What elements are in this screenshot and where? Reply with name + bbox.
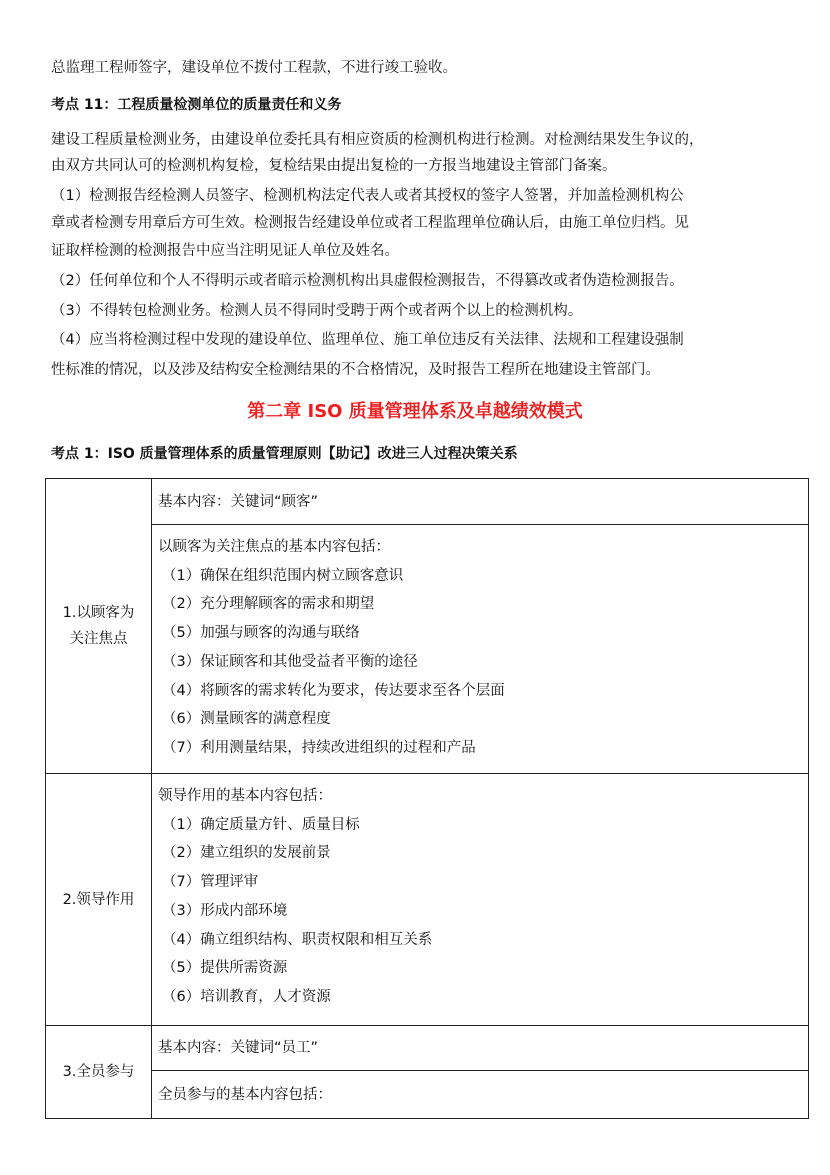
text-line: 建设工程质量检测业务，由建设单位委托具有相应资质的检测机构进行检测。对检测结果发生争议的， — [51, 132, 704, 148]
row3-intro: 全员参与的基本内容包括： — [158, 1086, 332, 1103]
list-item: （7）管理评审 — [162, 874, 259, 891]
row1-content-cell — [152, 525, 809, 774]
text-line: 总监理工程师签字，建设单位不拨付工程款，不进行竣工验收。 — [51, 60, 457, 76]
list-item: （5）加强与顾客的沟通与联络 — [162, 625, 360, 642]
list-item: （7）利用测量结果，持续改进组织的过程和产品 — [162, 739, 476, 756]
list-item: （1）确定质量方针、质量目标 — [162, 816, 360, 833]
list-item: （6）培训教育，人才资源 — [162, 988, 331, 1005]
row1-intro: 以顾客为关注焦点的基本内容包括： — [158, 539, 390, 555]
list-item: （5）提供所需资源 — [162, 960, 288, 977]
text-line: 由双方共同认可的检测机构复检，复检结果由提出复检的一方报当地建设主管部门备案。 — [51, 158, 617, 174]
list-item: （2）建立组织的发展前景 — [162, 845, 331, 862]
text-line: （3）不得转包检测业务。检测人员不得同时受聘于两个或者两个以上的检测机构。 — [51, 303, 583, 319]
row2-label: 2.领导作用 — [62, 891, 135, 908]
list-item: （3）形成内部环境 — [162, 902, 288, 919]
text-line: 性标准的情况，以及涉及结构安全检测结果的不合格情况，及时报告工程所在地建设主管部门。 — [51, 362, 660, 378]
row1-basic-cell — [152, 479, 809, 525]
text-line: （2）任何单位和个人不得明示或者暗示检测机构出具虚假检测报告，不得篡改或者伪造检测报告。 — [51, 273, 684, 289]
text-line: （4）应当将检测过程中发现的建设单位、监理单位、施工单位违反有关法律、法规和工程建设强制 — [51, 332, 684, 348]
principles-table — [45, 478, 809, 1119]
list-item: （2）充分理解顾客的需求和期望 — [162, 596, 375, 613]
row3-basic-text: 基本内容：关键词“员工” — [158, 1040, 319, 1056]
row3-label-cell — [46, 1026, 152, 1119]
row3-content-cell — [152, 1071, 809, 1119]
row1-label-b: 关注焦点 — [69, 631, 128, 647]
row3-basic-cell — [152, 1026, 809, 1071]
list-item: （6）测量顾客的满意程度 — [162, 711, 331, 728]
section-heading-11: 考点 11：工程质量检测单位的质量责任和义务 — [51, 97, 342, 113]
list-item: （4）将顾客的需求转化为要求，传达要求至各个层面 — [162, 682, 505, 699]
row2-label-cell — [46, 774, 152, 1026]
row1-label-a: 1.以顾客为 — [62, 605, 135, 621]
list-item: （1）确保在组织范围内树立顾客意识 — [162, 567, 404, 584]
list-item: （4）确立组织结构、职责权限和相互关系 — [162, 931, 433, 948]
section-heading-1: 考点 1：ISO 质量管理体系的质量管理原则【助记】改进三人过程决策关系 — [51, 446, 518, 462]
list-item: （3）保证顾客和其他受益者平衡的途径 — [162, 653, 418, 670]
chapter-title: 第二章 ISO 质量管理体系及卓越绩效模式 — [247, 401, 583, 422]
text-line: （1）检测报告经检测人员签字、检测机构法定代表人或者其授权的签字人签署，并加盖检测机构公 — [51, 188, 684, 204]
row2-content-cell — [152, 774, 809, 1026]
row1-label-cell — [46, 479, 152, 774]
text-line: 章或者检测专用章后方可生效。检测报告经建设单位或者工程监理单位确认后，由施工单位归档。见 — [51, 215, 689, 231]
row2-intro: 领导作用的基本内容包括： — [158, 788, 332, 804]
row3-label: 3.全员参与 — [62, 1064, 135, 1080]
row1-basic-text: 基本内容：关键词“顾客” — [158, 493, 319, 510]
text-line: 证取样检测的检测报告中应当注明见证人单位及姓名。 — [51, 243, 399, 259]
